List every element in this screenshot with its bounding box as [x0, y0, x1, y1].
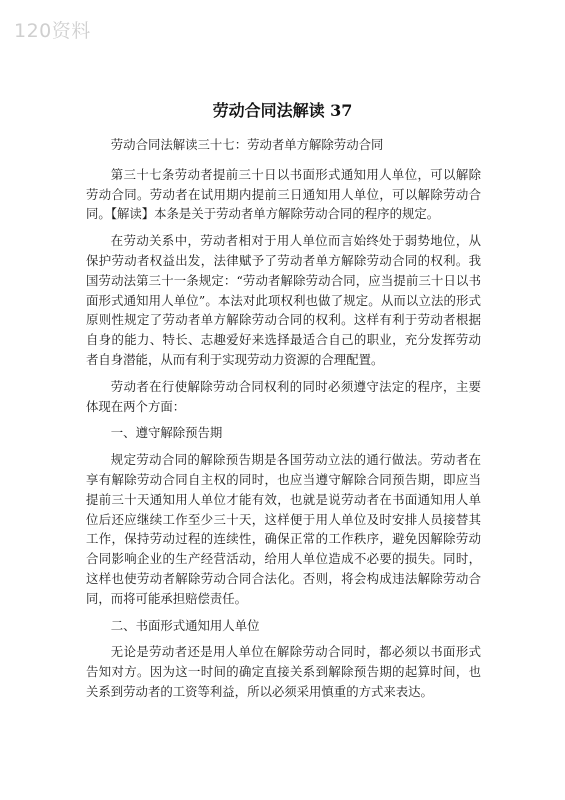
section-heading-2: 二、书面形式通知用人单位 [110, 617, 260, 633]
watermark-logo: 120资料 [14, 20, 91, 42]
body-paragraph: 规定劳动合同的解除预告期是各国劳动立法的通行做法。劳动者在享有解除劳动合同自主权的同时，也应当遵守解除合同预告期，即应当提前三十天通知用人单位才能有效，也就是说劳动者在书面通知用人单位后还应继续工作至少三十天，这样便于用人单位及时安排人员接替其工作，保持劳动过程的连续性，确保正常的工作秩序，避免因解除劳动合同影响企业的生产经营活动，给用人单位造成不必要的损失。同时，这样也使劳动者解除劳动合同合法化。否则，将会构成违法解除劳动合同，而将可能承担赔偿责任。 [86, 452, 481, 606]
body-paragraph: 在劳动关系中，劳动者相对于用人单位而言始终处于弱势地位，从保护劳动者权益出发，法律赋予了劳动者单方解除劳动合同的权利。我国劳动法第三十一条规定：“劳动者解除劳动合同，应当提前三十日以书面形式通知用人单位”。本法对此项权利也做了规定。从而以立法的形式原则性规定了劳动者单方解除劳动合同的权利。这样有利于劳动者根据自身的能力、特长、志趣爱好来选择最适合自己的职业，充分发挥劳动者自身潜能，从而有利于实现劳动力资源的合理配置。 [86, 233, 481, 367]
article-text-paragraph: 第三十七条劳动者提前三十日以书面形式通知用人单位，可以解除劳动合同。劳动者在试用期内提前三日通知用人单位，可以解除劳动合同。【解读】本条是关于劳动者单方解除劳动合同的程序的规定。 [86, 166, 481, 222]
section-heading-1: 一、遵守解除预告期 [110, 425, 223, 441]
document-body [86, 135, 481, 709]
page-title: 劳动合同法解读 37 [212, 101, 353, 120]
subtitle-paragraph: 劳动合同法解读三十七：劳动者单方解除劳动合同 [110, 137, 384, 152]
body-paragraph: 劳动者在行使解除劳动合同权利的同时必须遵守法定的程序，主要体现在两个方面： [86, 378, 481, 414]
body-paragraph: 无论是劳动者还是用人单位在解除劳动合同时，都必须以书面形式告知对方。因为这一时间的确定直接关系到解除预告期的起算时间，也关系到劳动者的工资等利益，所以必须采用慎重的方式来表达。 [86, 644, 481, 699]
